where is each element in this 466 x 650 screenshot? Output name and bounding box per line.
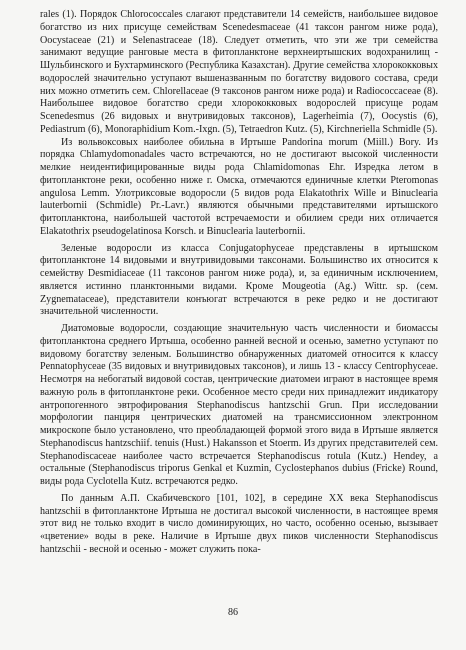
paragraph-conjugatophyceae: Зеленые водоросли из класса Conjugatophyceae представлены в иртышском фитопланктоне 14 видовыми и внутривидовыми таксонами. Большинство их относится к семейству Desmidiaceae (11 таксонов рангом ниже рода), и, за единичным исключением, является истинно планктонными видами. Кроме Mougeotia (Ag.) Wittr. sp. (сем. Zygnemataceae), представители конъюгат встречаются в реке редко и не достигают значительной численности. [40,242,438,318]
paragraph-stephanodiscus: По данным А.П. Скабичевского [101, 102], в середине XX века Stephanodiscus hantzschii в фитопланктоне Иртыша не достигал высокой численности, в настоящее время этот вид не только входит в число доминирующих, но часто, особенно осенью, вызывает «цветение» воды в реке. Наличие в Иртыше двух пиков численности Stephanodiscus hantzschii - весной и осенью - может служить пока- [40,492,438,555]
paragraph-chlorococcales: rales (1). Порядок Chlorococcales слагают представители 14 семейств, наибольшее видовое богатство из них присуще семействам Scenedesmaceae (41 таксон рангом ниже рода), Oocystaceae (21) и Selenastraceae (18). Следует отметить, что эти же три семейства занимают ведущие ранговые места в фитопланктоне верхнеиртышских водохранилищ - Шульбинского и Бухтарминского (Республика Казахстан). Другие семейства хлорококковых водорослей значительно уступают вышеназванным по богатству видового состава, среди них можно отметить сем. Chlorellaceae (9 таксонов рангом ниже рода) и Radiococcaceae (8). Наибольшее видовое богатство среди хлорококковых водорослей присуще родам Scenedesmus (26 видовых и внутривидовых таксонов), Lagerheimia (7), Oocystis (6), Pediastrum (6), Monoraphidium Kom.-Ixgn. (5), Tetraedron Kutz. (5), Kirchneriella Schmidle (5). [40,9,438,135]
page-number: 86 [228,607,238,618]
paragraph-volvocales: Из вольвоксовых наиболее обильна в Иртыше Pandorina morum (Miill.) Bory. Из порядка Chlamydomonadales часто встречаются, но не достигают высокой численности мелкие неидентифицированные виды рода Chlamidomonas Ehr. Изредка летом в фитопланктоне реки, особенно ниже г. Омска, отмечаются единичные клетки Pteromonas angulosa Lemm. Улотриксовые водоросли (5 видов рода Elakatothrix Wille и Binuclearia lauterbornii (Schmidle) Pr.-Lavr.) являются обычными представителями иртышского фитопланктона, наибольшей частотой встречаемости и обилием среди них отличается Elakatothrix pseudogelatinosa Korsch. и Binuclearia lauterbornii. [40,136,438,237]
paragraph-diatoms: Диатомовые водоросли, создающие значительную часть численности и биомассы фитопланктона среднего Иртыша, особенно ранней весной и осенью, заметно уступают по видовому богатству зеленым. Большинство обнаруженных диатомей относится к классу Pennatophyceae (35 видовых и внутривидовых таксонов), и лишь 13 - классу Centrophyceae. Несмотря на небогатый видовой состав, центрические диатомеи играют в настоящее время важную роль в фитопланктоне реки. Особенное место среди них принадлежит индикатору антропогенного эвтрофирования Stephanodiscus hantzschii Grun. При исследовании морфологии панциря центрических диатомей на трансмиссионном электронном микроскопе было установлено, что преобладающей формой этого вида в Иртыше является Stephanodiscus hantzschiif. tenuis (Hust.) Hakansson et Stoerm. Из других представителей сем. Stephanodiscaceae наиболее часто встречается Stephanodiscus rotula (Kutz.) Hendey, а остальные (Stephanodiscus triporus Genkal et Kuzmin, Cyclostephanos dubius (Fricke) Round, виды рода Cyclotella Kutz. встречаются редко. [40,323,438,487]
